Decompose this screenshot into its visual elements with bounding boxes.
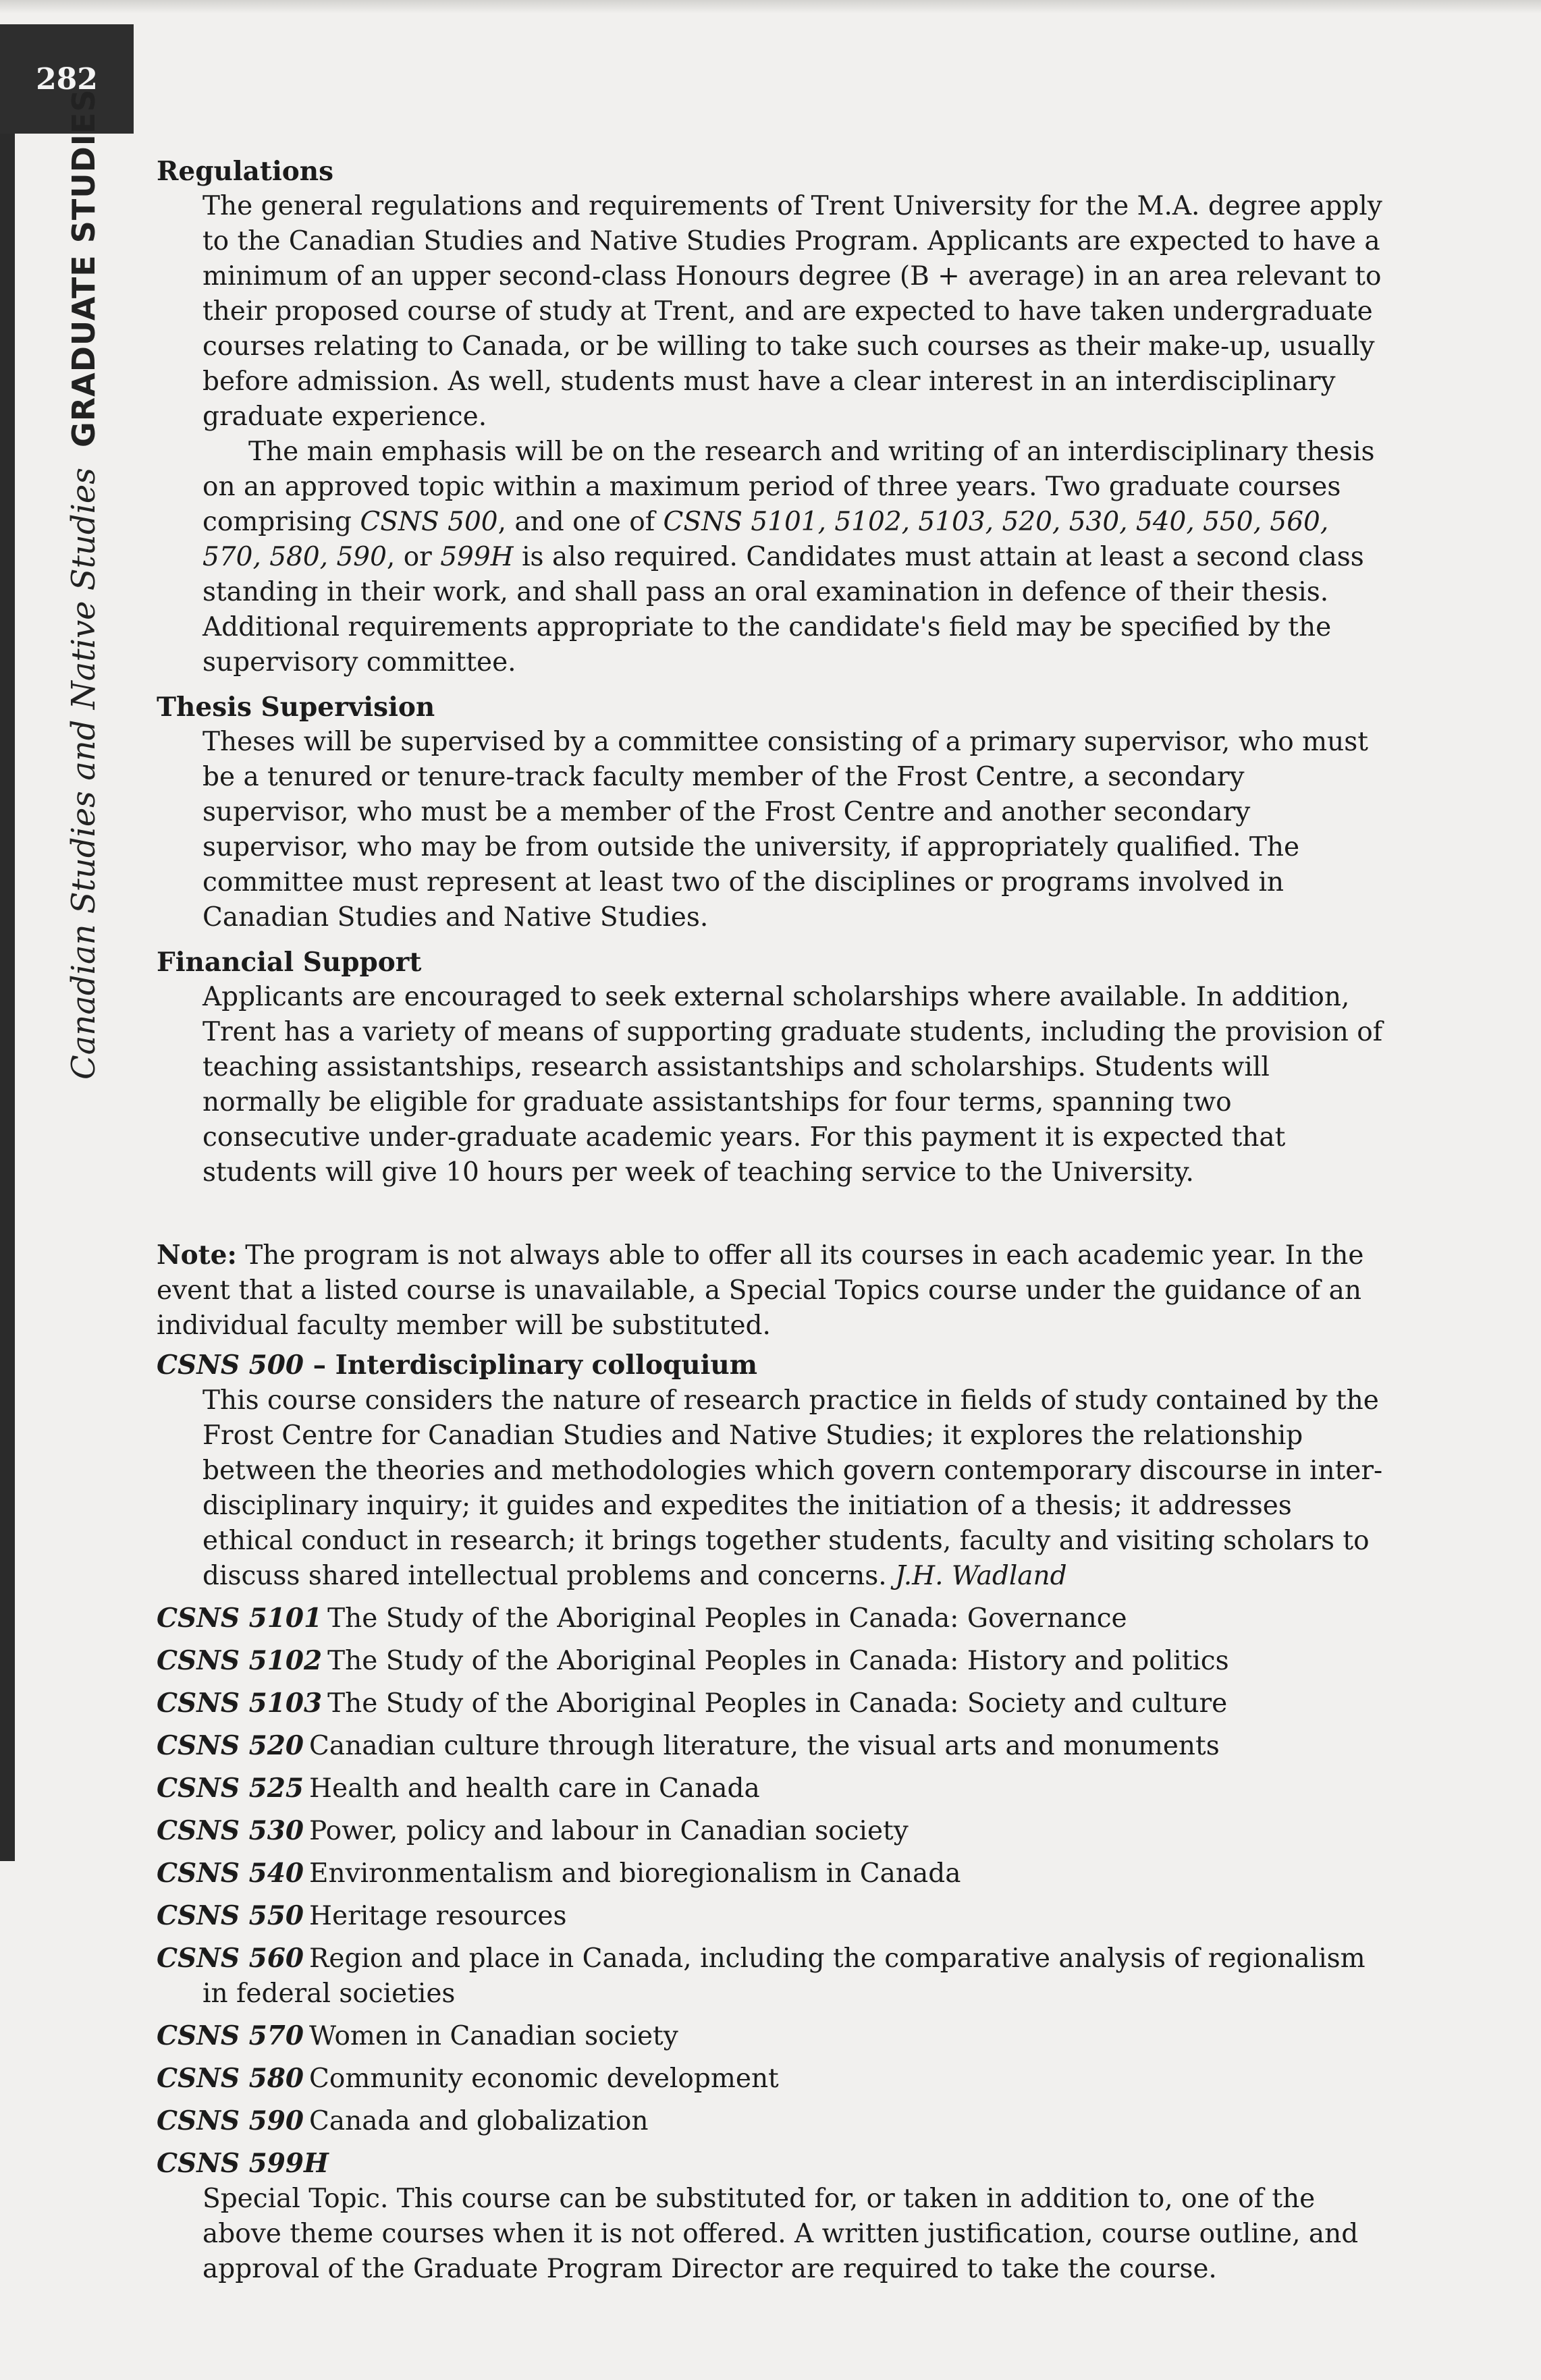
financial-support-heading: Financial Support [157,947,422,978]
course-code: CSNS 525 [157,1773,304,1804]
note-paragraph: Note: The program is not always able to offer all its courses in each academic year. In the event that a listed course is unavailable, a Special Topics course under the guidance of an individual faculty member will be substituted. [157,1240,1364,1341]
course-code: CSNS 580 [157,2063,304,2094]
list-item [157,1601,1385,1636]
list-item [157,1686,1385,1721]
thesis-supervision-heading: Thesis Supervision [157,692,435,723]
course-title: Region and place in Canada, including the comparative analysis of regionalism in federal societies [202,1943,1366,2009]
course-code: CSNS 570 [157,2020,304,2051]
list-item [157,1771,1385,1806]
page-top-edge [0,0,1541,13]
page-content [157,154,1385,2287]
side-bar [0,24,15,1861]
course-code: CSNS 5102 [157,1645,323,1676]
course-code: CSNS 500 [157,1350,304,1381]
course-list [157,1601,1385,2139]
course-code: CSNS 520 [157,1730,304,1761]
course-title: The Study of the Aboriginal Peoples in Canada: Governance [327,1603,1127,1634]
note-label: Note: [157,1240,237,1271]
course-title: Health and health care in Canada [309,1773,760,1804]
list-item [157,1728,1385,1764]
course-code: CSNS 599H [157,2148,329,2179]
financial-support-paragraph: Applicants are encouraged to seek external scholarships where available. In addition, Trent has a variety of means of supporting graduate students, including the provision of teaching assistantships, research assistantships and scholarships. Students will normally be eligible for graduate assistantships for four terms, spanning two consecutive under-graduate academic years. For this payment it is expected that students will give 10 hours per week of teaching service to the University. [202,982,1383,1188]
list-item [157,1898,1385,1934]
course-csns-500-heading [157,1348,1385,1383]
list-item [157,2103,1385,2139]
list-item [157,1856,1385,1891]
course-csns-599h-description: Special Topic. This course can be substituted for, or taken in addition to, one of the above theme courses when it is not offered. A written justification, course outline, and approval of the Graduate Program Director are required to take the course. [202,2184,1359,2284]
course-title: – Interdisciplinary colloquium [304,1350,758,1381]
course-title: Community economic development [309,2064,779,2094]
list-item [157,1643,1385,1679]
course-csns-599h-heading [157,2146,1385,2182]
course-instructor: J.H. Wadland [895,1561,1067,1591]
course-title: Women in Canadian society [309,2021,678,2051]
course-title: Canada and globalization [309,2106,649,2136]
list-item [157,2061,1385,2097]
running-head [65,88,103,1080]
list-item [157,2018,1385,2054]
course-title: Canadian culture through literature, the visual arts and monuments [309,1731,1220,1761]
course-code: CSNS 540 [157,1858,304,1889]
running-head-section: GRADUATE STUDIES [65,88,102,448]
thesis-supervision-paragraph: Theses will be supervised by a committee consisting of a primary supervisor, who must be a tenured or tenure-track faculty member of the Frost Centre, a secondary supervisor, who must be a member of the Frost Centre and another secondary supervisor, who may be from outside the university, if appropriately qualified. The committee must represent at least two of the disciplines or programs involved in Canadian Studies and Native Studies. [202,727,1368,933]
running-head-title: Canadian Studies and Native Studies [65,468,103,1080]
course-title: The Study of the Aboriginal Peoples in Canada: History and politics [327,1646,1229,1676]
course-code: CSNS 590 [157,2105,304,2136]
course-code: CSNS 530 [157,1815,304,1846]
regulations-heading: Regulations [157,156,334,187]
list-item [157,1813,1385,1849]
regulations-paragraph-1: The general regulations and requirements of Trent University for the M.A. degree apply to the Canadian Studies and Native Studies Program. Applicants are expected to have a minimum of an upper second-class Honours degree (B + average) in an area relevant to their proposed course of study at Trent, and are expected to have taken undergraduate courses relating to Canada, or be willing to take such courses as their make-up, usually before admission. As well, students must have a clear interest in an interdisciplinary graduate experience. [202,191,1382,432]
course-code: CSNS 5101 [157,1603,323,1634]
course-code: CSNS 550 [157,1900,304,1931]
regulations-paragraph-2: The main emphasis will be on the research and writing of an interdisciplinary thesis on an approved topic within a maximum period of three years. Two graduate courses comprising CSNS 500, and one of CSNS 5101, 5102, 5103, 520, 530, 540, 550, 560, 570, 580, 590, or 599H is also required. Candidates must attain at least a second class standing in their work, and shall pass an oral examination in defence of their thesis. Additional requirements appropriate to the candidate's field may be specified by the supervisory committee. [202,437,1375,677]
course-csns-500-description: This course considers the nature of research practice in fields of study contained by the Frost Centre for Canadian Studies and Native Studies; it explores the relationship between the theories and methodologies which govern contemporary discourse in inter-disciplinary inquiry; it guides and expedites the initiation of a thesis; it addresses ethical conduct in research; it brings together students, faculty and visiting scholars to discuss shared intellectual problems and concerns. J.H. Wadland [202,1385,1383,1591]
course-title: Power, policy and labour in Canadian society [309,1816,909,1846]
course-title: The Study of the Aboriginal Peoples in Canada: Society and culture [327,1688,1228,1719]
list-item [157,1941,1385,2012]
course-code: CSNS 5103 [157,1688,323,1719]
course-code: CSNS 560 [157,1943,304,1974]
course-title: Environmentalism and bioregionalism in Canada [309,1858,961,1889]
course-title: Heritage resources [309,1901,567,1931]
page-number: 282 [0,24,134,134]
